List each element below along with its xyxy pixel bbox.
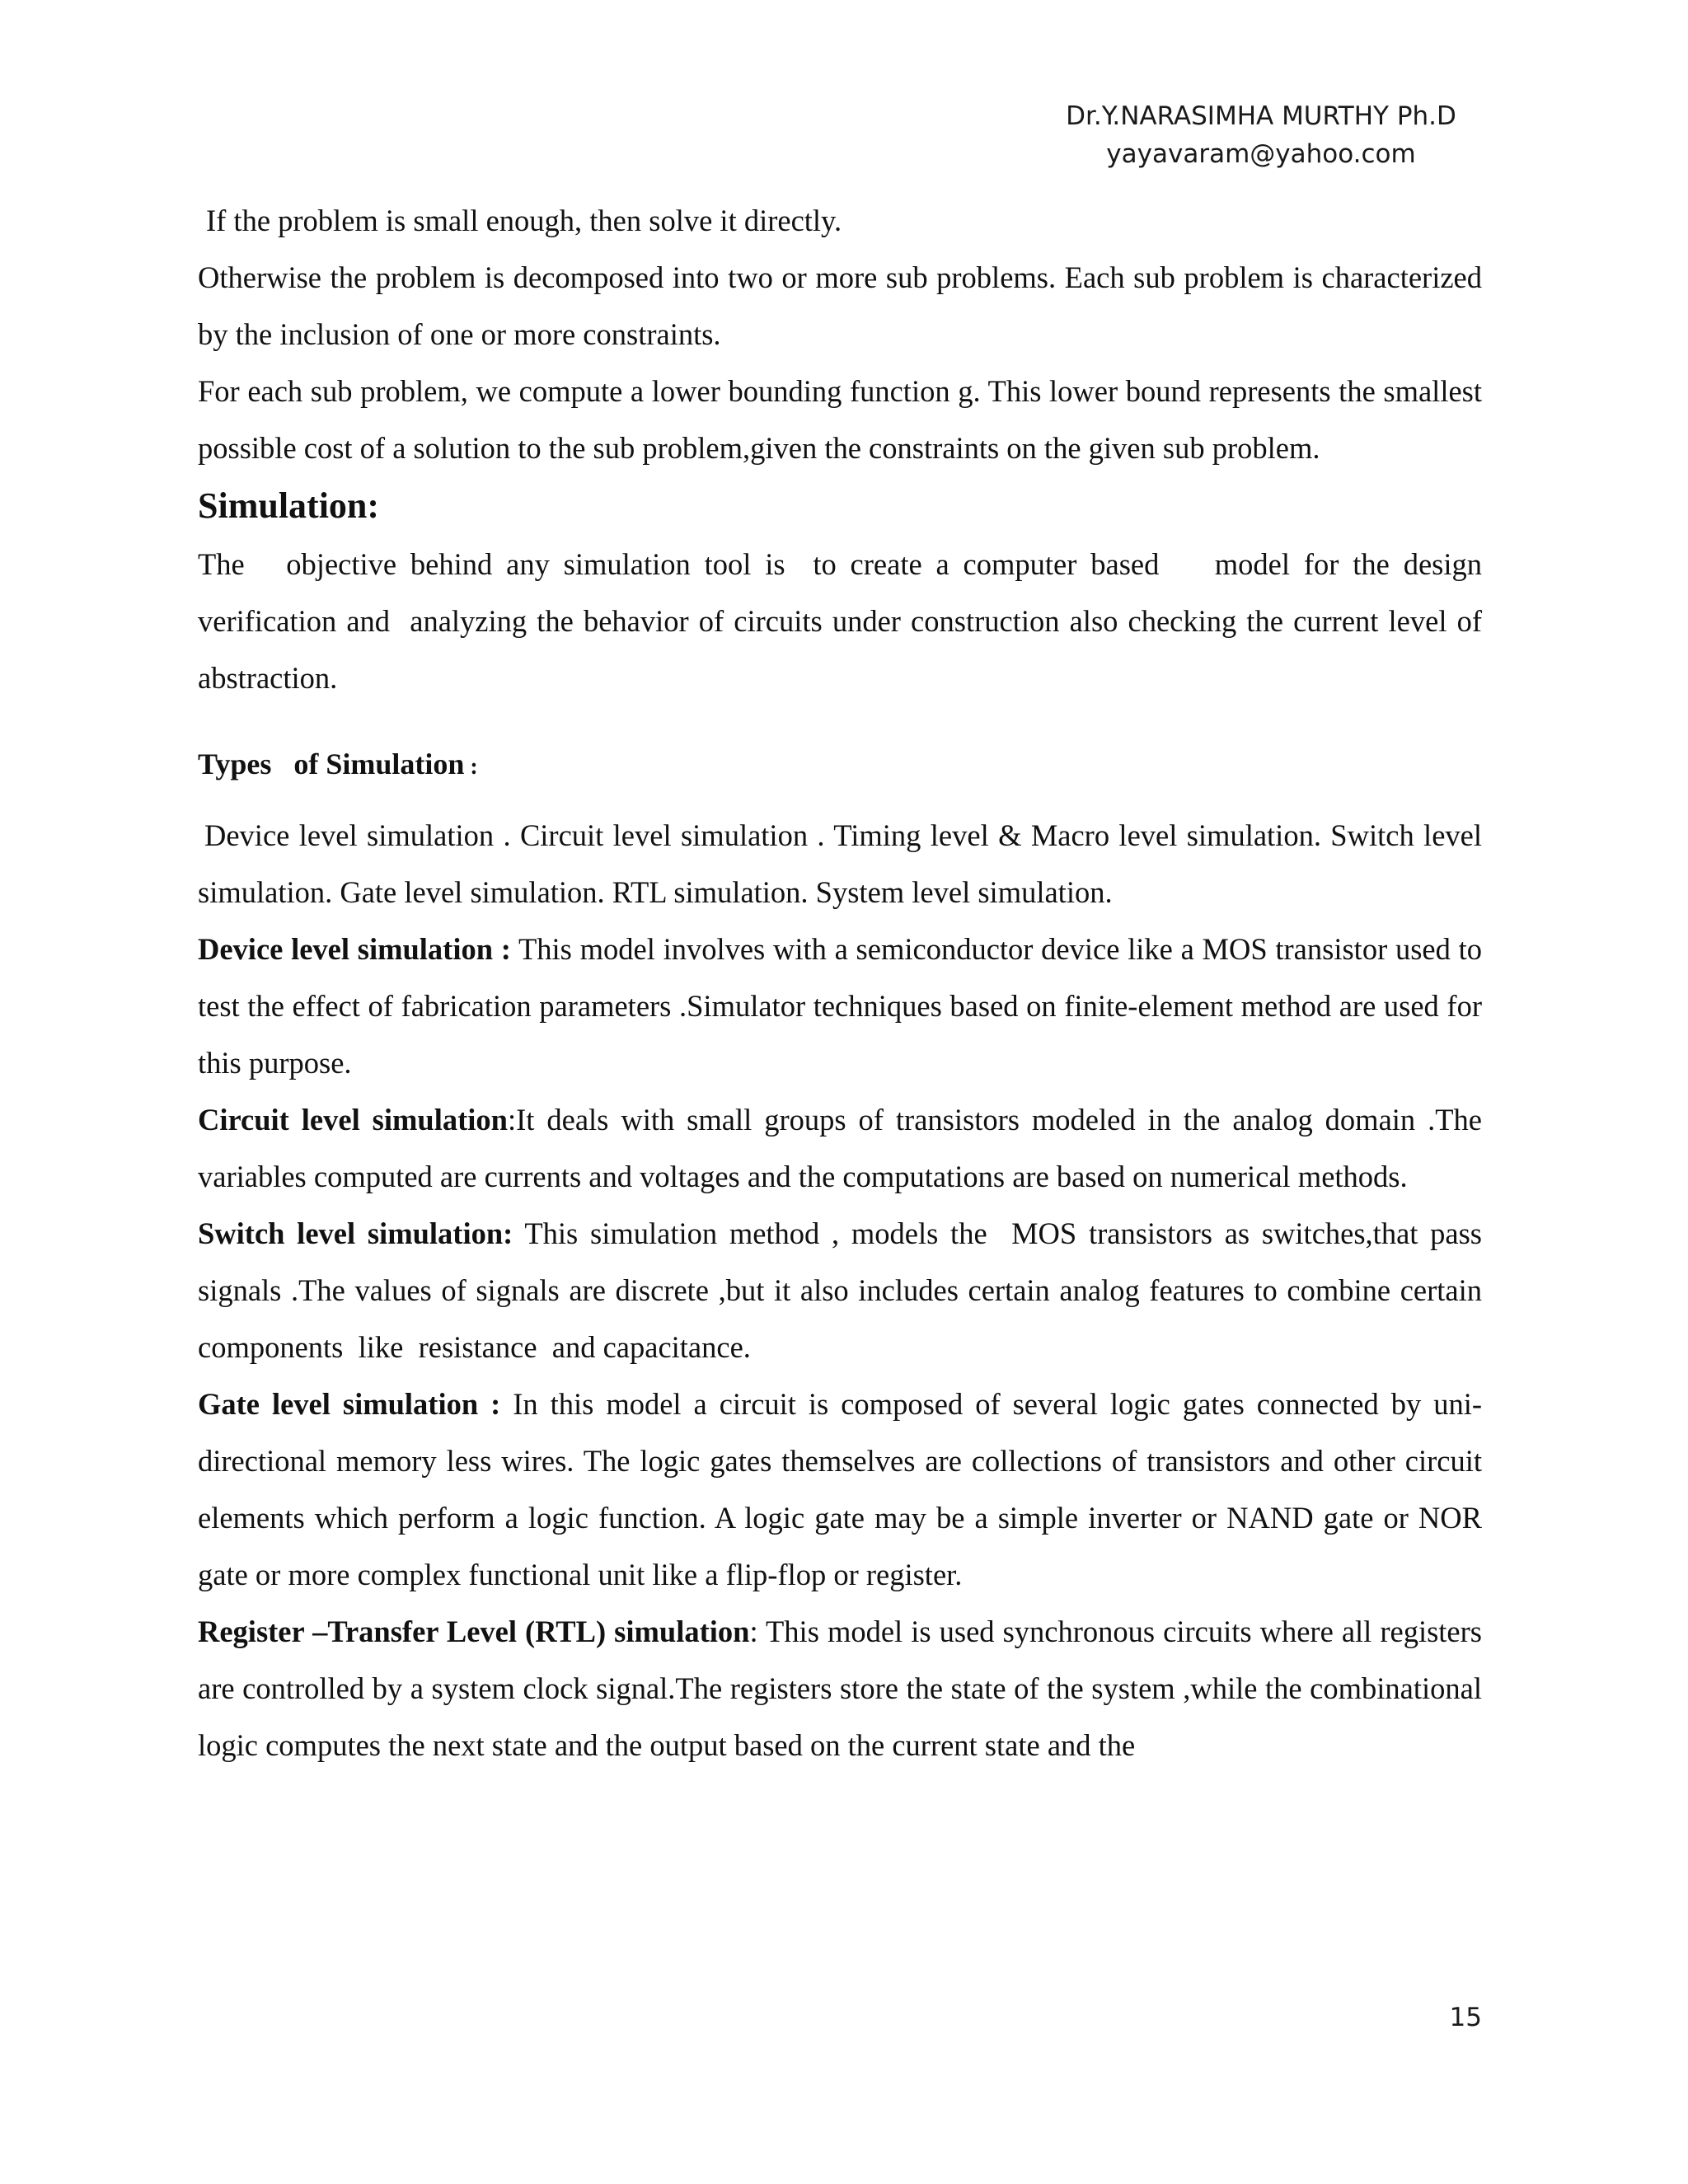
types-heading-text: Types of Simulation — [198, 748, 465, 780]
definition-text-switch-level: This simulation method , models the MOS transistors as switches,that pass signals .The values of signals are discrete ,but it also includes certain analog features to combine certain components like resistance and capacitance. — [198, 1216, 1490, 1364]
paragraph-simulation-intro: The objective behind any simulation tool is to create a computer based model for the design verification and analyzing the behavior of circuits under construction also checking the current level of abstraction. — [198, 547, 1490, 695]
definition-device-level — [198, 921, 1482, 1091]
term-switch-level: Switch level simulation: — [198, 1216, 513, 1250]
page-number: 15 — [1449, 2003, 1482, 2032]
definition-switch-level — [198, 1205, 1490, 1376]
paragraph-small-problem: If the problem is small enough, then solve it directly. — [206, 204, 842, 237]
section-heading-simulation: Simulation: — [198, 485, 380, 526]
term-rtl: Register –Transfer Level (RTL) simulation — [198, 1615, 750, 1648]
paragraph-types-list: Device level simulation . Circuit level simulation . Timing level & Macro level simulation. Switch level simulation. Gate level simulation. RTL simulation. System level simulation. — [198, 818, 1482, 909]
term-circuit-level: Circuit level simulation — [198, 1103, 508, 1137]
document-body — [198, 192, 1490, 1774]
term-device-level: Device level simulation : — [198, 932, 511, 966]
definition-text-device-level: This model involves with a semiconductor device like a MOS transistor used to test the effect of fabrication parameters .Simulator techniques based on finite-element method are used for this purpose. — [198, 932, 1482, 1080]
definition-text-rtl: : This model is used synchronous circuits where all registers are controlled by a system clock signal.The registers store the state of the system ,while the combinational logic computes the next state and the output based on the current state and the — [198, 1615, 1482, 1762]
paragraph-lower-bound: For each sub problem, we compute a lower bounding function g. This lower bound represents the smallest possible cost of a solution to the sub problem,given the constraints on the given sub problem. — [198, 374, 1482, 465]
definition-rtl — [198, 1603, 1482, 1774]
author-email: yayavaram@yahoo.com — [1106, 139, 1416, 169]
page-header — [1047, 97, 1475, 173]
term-gate-level: Gate level simulation : — [198, 1387, 501, 1421]
section-heading-types — [198, 739, 1482, 792]
author-name: Dr.Y.NARASIMHA MURTHY Ph.D — [1066, 101, 1456, 131]
definition-text-circuit-level: :It deals with small groups of transistors modeled in the analog domain .The variables computed are currents and voltages and the computations are based on numerical methods. — [198, 1103, 1482, 1193]
definition-text-gate-level: In this model a circuit is composed of several logic gates connected by uni-directional memory less wires. The logic gates themselves are collections of transistors and other circuit elements which perform a logic function. A logic gate may be a simple inverter or NAND gate or NOR gate or more complex functional unit like a flip-flop or register. — [198, 1387, 1482, 1591]
types-heading-colon: : — [464, 754, 478, 780]
definition-circuit-level — [198, 1091, 1482, 1205]
paragraph-decompose: Otherwise the problem is decomposed into two or more sub problems. Each sub problem is characterized by the inclusion of one or more constraints. — [198, 260, 1482, 351]
definition-gate-level — [198, 1376, 1482, 1603]
